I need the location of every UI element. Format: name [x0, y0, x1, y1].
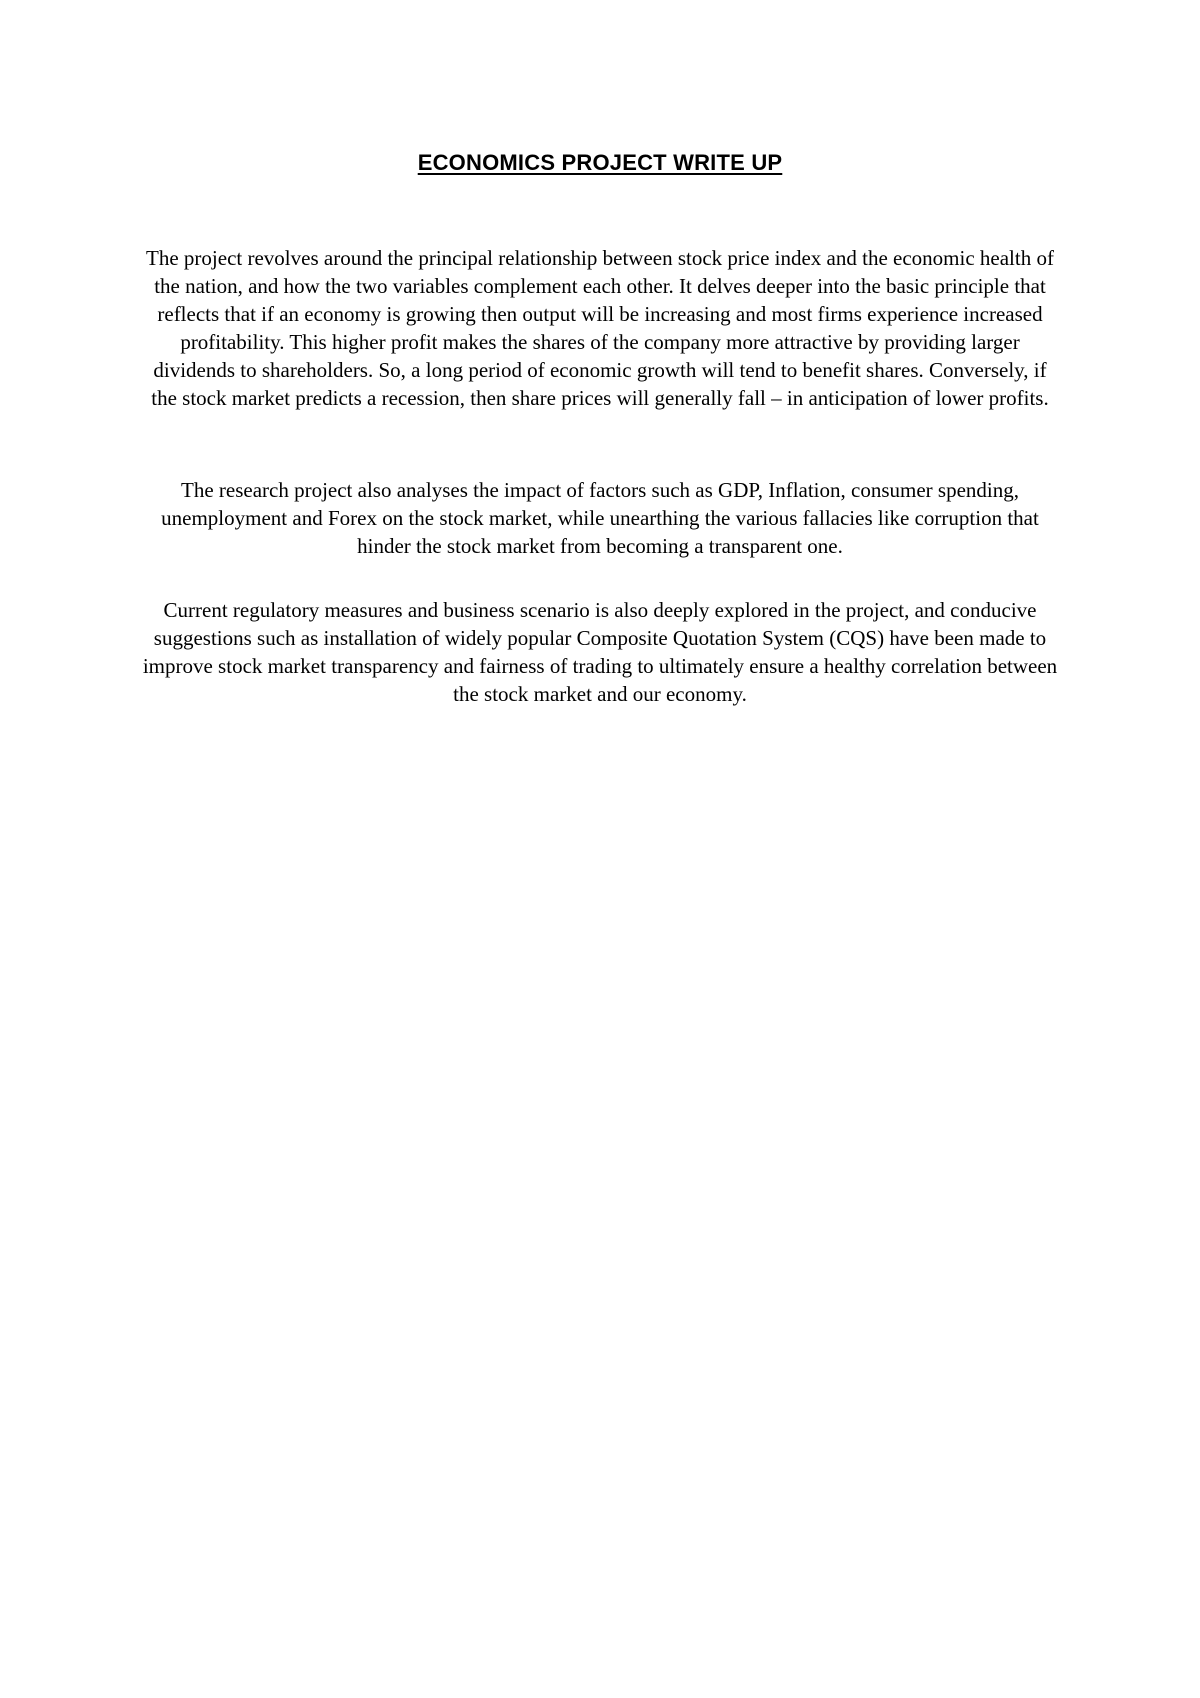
paragraph-regulatory: Current regulatory measures and business scenario is also deeply explored in the project, and conducive suggestions such as installation of widely popular Composite Quotation System (CQS) have been made to improve stock market transparency and fairness of trading to ultimately ensure a healthy correlation between the stock market and our economy.	[142, 598, 1058, 706]
document-title: ECONOMICS PROJECT WRITE UP	[417, 150, 783, 175]
paragraph-overview: The project revolves around the principal relationship between stock price index and the economic health of the nation, and how the two variables complement each other. It delves deeper into the basic principle that reflects that if an economy is growing then output will be increasing and most firms experience increased profitability. This higher profit makes the shares of the company more attractive by providing larger dividends to shareholders. So, a long period of economic growth will tend to benefit shares. Conversely, if the stock market predicts a recession, then share prices will generally fall – in anticipation of lower profits.	[146, 246, 1054, 410]
paragraph-factors: The research project also analyses the impact of factors such as GDP, Inflation, consumer spending, unemployment and Forex on the stock market, while unearthing the various fallacies like corruption that hinder the stock market from becoming a transparent one.	[161, 478, 1039, 558]
